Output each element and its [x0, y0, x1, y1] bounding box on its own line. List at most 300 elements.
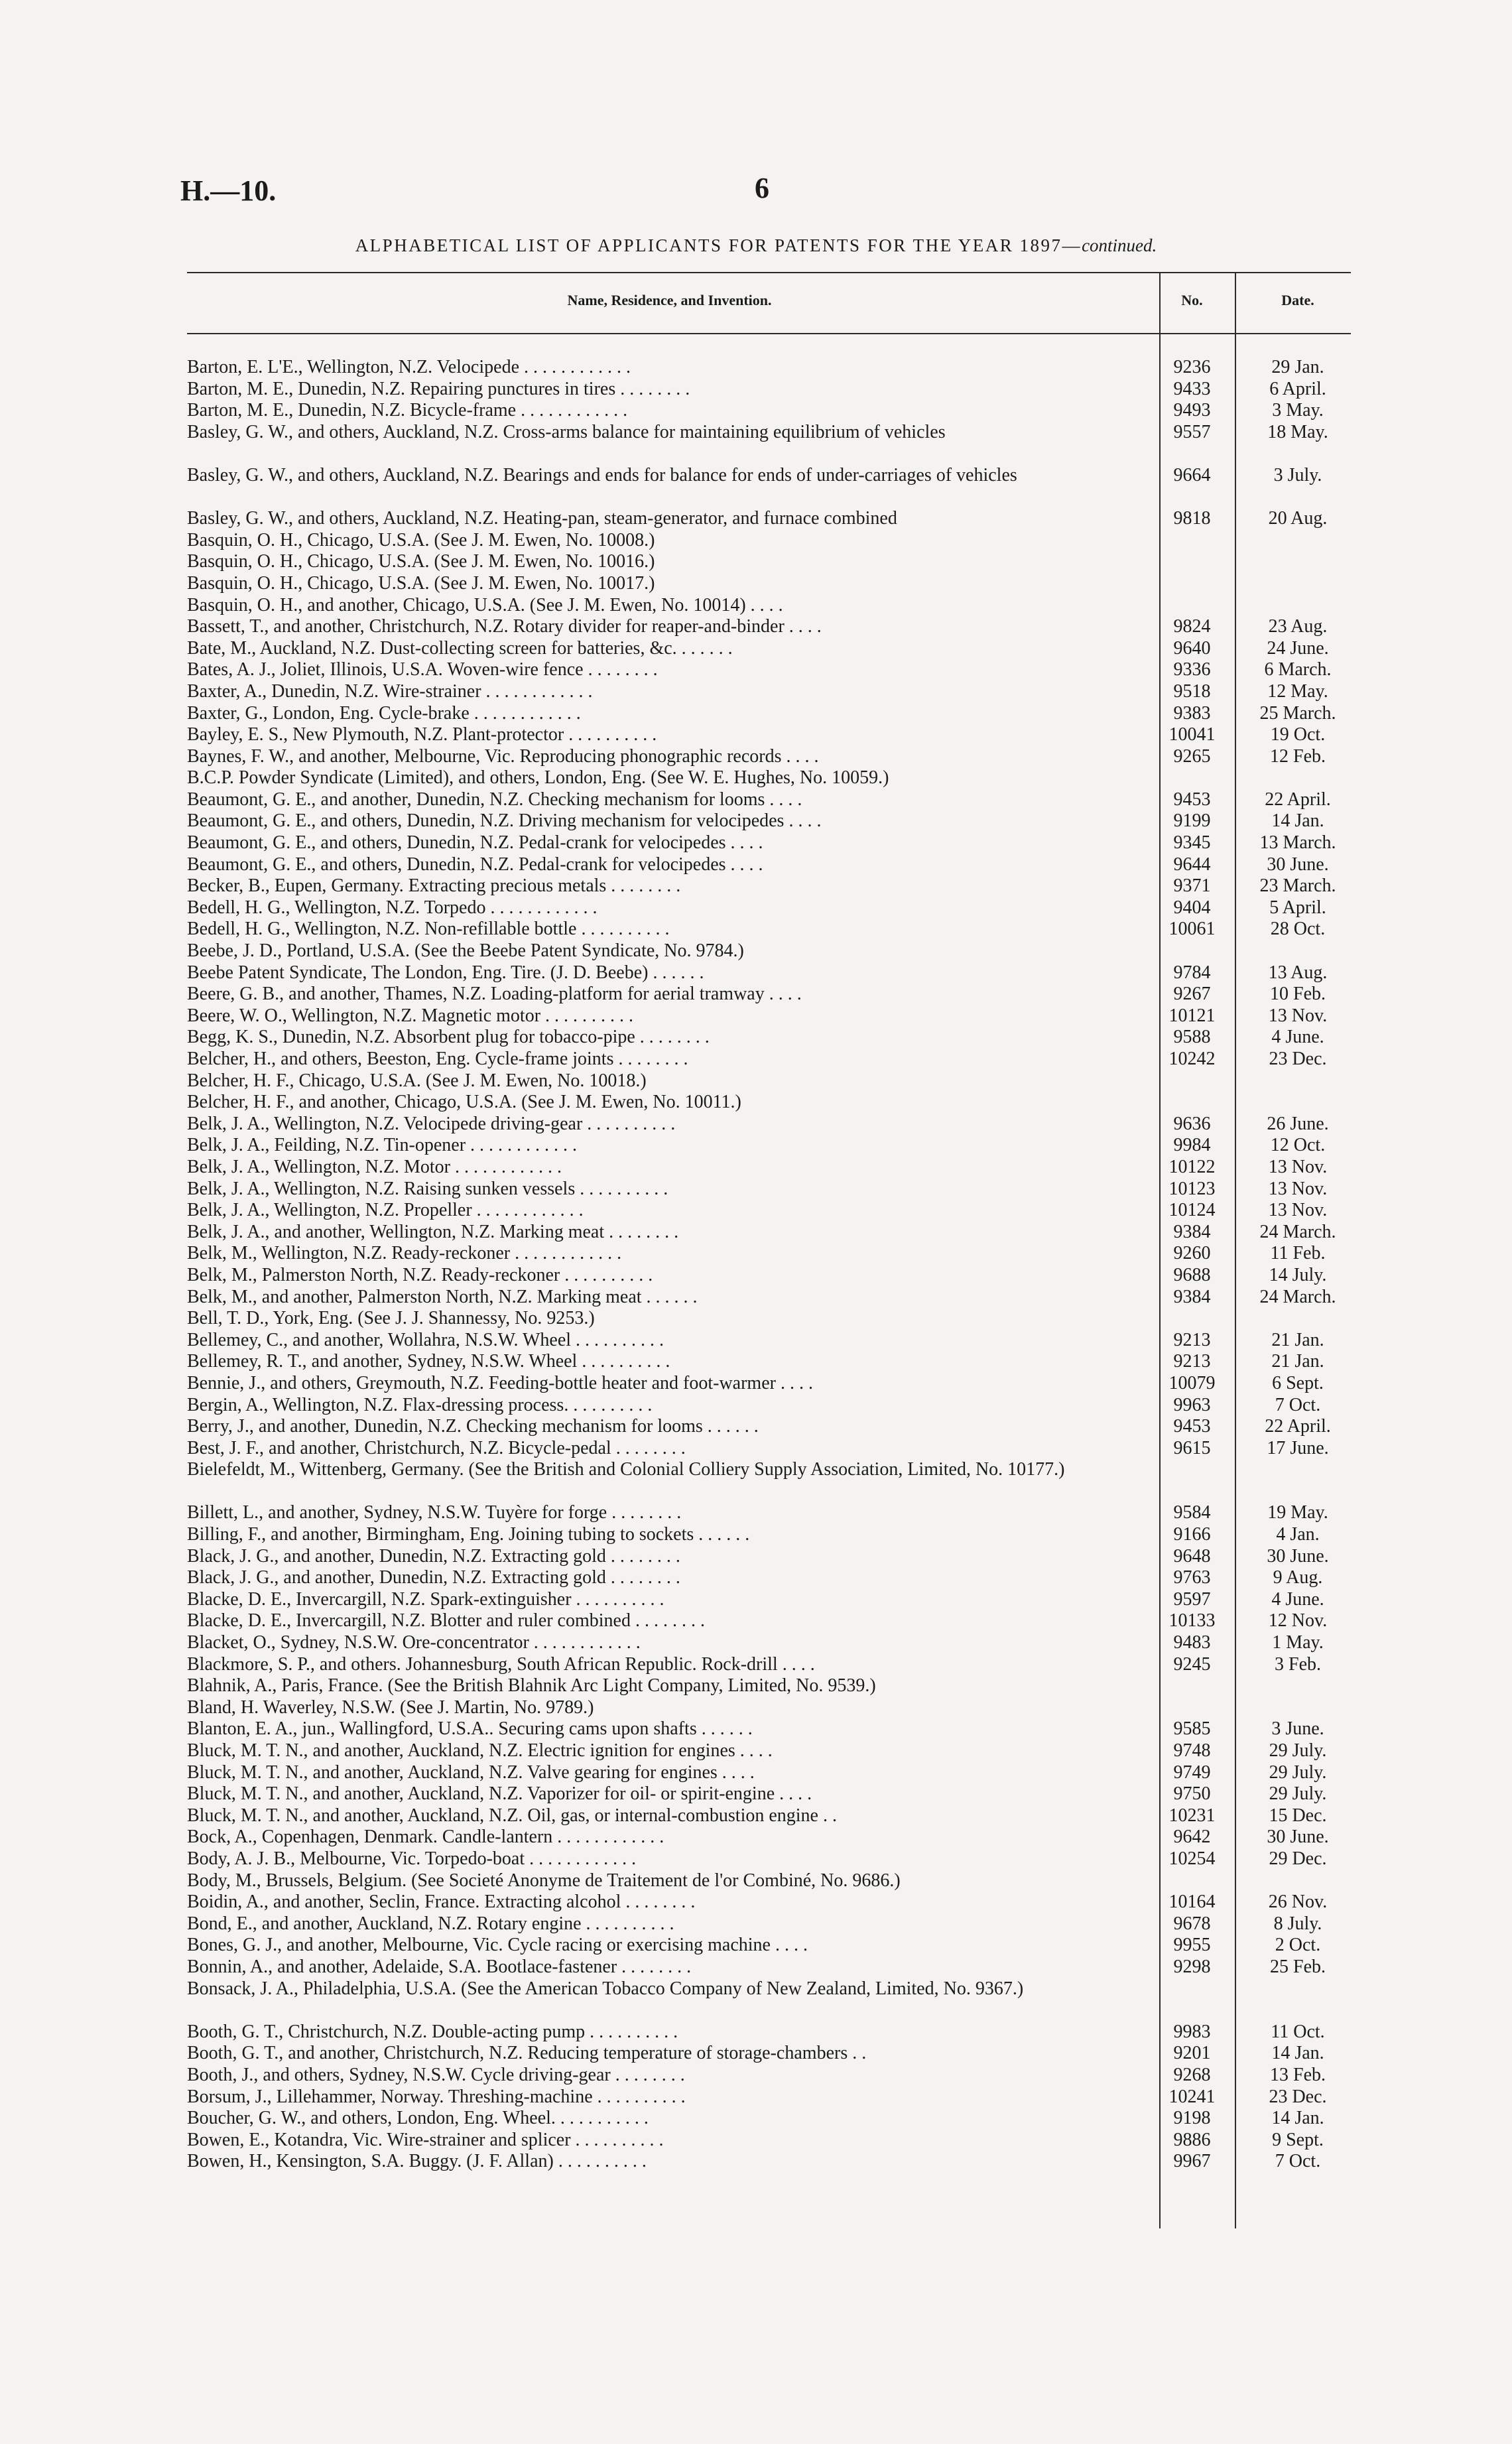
list-item	[187, 1718, 1354, 1740]
list-item	[187, 724, 1354, 746]
entry-date: 30 June.	[1267, 1545, 1329, 1567]
entry-text: Beaumont, G. E., and another, Dunedin, N.Z. Checking mechanism for looms . . . .	[187, 789, 802, 810]
list-item	[187, 616, 1354, 638]
entry-date: 1 May.	[1272, 1632, 1324, 1653]
entry-text: Bayley, E. S., New Plymouth, N.Z. Plant-protector . . . . . . . . . .	[187, 724, 657, 745]
entry-date: 30 June.	[1267, 1827, 1329, 1848]
entry-date: 24 March.	[1259, 1286, 1336, 1307]
list-item	[187, 573, 1354, 595]
entry-number: 9984	[1173, 1135, 1211, 1156]
list-item	[187, 1243, 1354, 1265]
entry-date: 10 Feb.	[1270, 984, 1326, 1005]
entry-date: 12 May.	[1267, 680, 1328, 702]
entry-date: 11 Feb.	[1270, 1243, 1326, 1264]
title-continued: continued.	[1082, 235, 1157, 255]
list-item	[187, 1978, 1354, 2022]
entry-date: 6 March.	[1264, 659, 1332, 680]
entry-text: Belk, J. A., and another, Wellington, N.Z. Marking meat . . . . . . . .	[187, 1221, 679, 1242]
entry-number: 9597	[1173, 1588, 1211, 1610]
entry-number: 9749	[1173, 1762, 1211, 1783]
entry-number: 9245	[1173, 1653, 1211, 1675]
entry-text: Blackmore, S. P., and others. Johannesburg, South African Republic. Rock-drill . . . .	[187, 1653, 815, 1675]
entry-date: 30 June.	[1267, 854, 1329, 875]
entry-text: Bland, H. Waverley, N.S.W. (See J. Martin, No. 9789.)	[187, 1697, 594, 1718]
list-item	[187, 1330, 1354, 1352]
entry-date: 29 Dec.	[1269, 1848, 1327, 1869]
entry-number: 9648	[1173, 1545, 1211, 1567]
entry-date: 29 Jan.	[1271, 357, 1324, 377]
list-item	[187, 1827, 1354, 1848]
entry-text: Bowen, H., Kensington, S.A. Buggy. (J. F. Allan) . . . . . . . . . .	[187, 2151, 647, 2172]
list-item	[187, 1287, 1354, 1309]
entry-number: 9678	[1173, 1913, 1211, 1934]
entry-text: Bell, T. D., York, Eng. (See J. J. Shannessy, No. 9253.)	[187, 1308, 595, 1329]
entry-number: 9886	[1173, 2129, 1211, 2150]
list-item	[187, 1913, 1354, 1935]
list-item	[187, 1892, 1354, 1913]
list-item	[187, 530, 1354, 552]
list-item	[187, 1373, 1354, 1395]
entry-date: 21 Jan.	[1271, 1351, 1324, 1372]
entry-date: 22 April.	[1265, 789, 1331, 810]
column-header-number: No.	[1181, 292, 1203, 308]
entry-number: 9483	[1173, 1632, 1211, 1653]
entry-date: 3 May.	[1272, 400, 1324, 421]
entry-number: 10122	[1168, 1156, 1216, 1177]
entry-date: 23 Dec.	[1269, 2086, 1327, 2107]
list-item	[187, 832, 1354, 854]
list-item	[187, 1005, 1354, 1027]
entry-date: 4 Jan.	[1276, 1524, 1320, 1545]
entry-date: 25 March.	[1259, 702, 1336, 724]
entry-number: 9371	[1173, 875, 1211, 897]
entry-text: Belk, M., Wellington, N.Z. Ready-reckoner . . . . . . . . . . . .	[187, 1243, 622, 1264]
entry-date: 8 July.	[1273, 1913, 1322, 1934]
list-item	[187, 1610, 1354, 1632]
entry-text: Bedell, H. G., Wellington, N.Z. Non-refillable bottle . . . . . . . . . .	[187, 919, 670, 940]
entry-date: 17 June.	[1267, 1437, 1329, 1458]
entry-date: 29 July.	[1269, 1762, 1327, 1783]
entry-text: Black, J. G., and another, Dunedin, N.Z. Extracting gold . . . . . . . .	[187, 1567, 680, 1588]
entry-text: Berry, J., and another, Dunedin, N.Z. Checking mechanism for looms . . . . . .	[187, 1416, 759, 1437]
list-item	[187, 1632, 1354, 1654]
entry-date: 13 Nov.	[1268, 1005, 1328, 1026]
entry-text: Blacke, D. E., Invercargill, N.Z. Spark-extinguisher . . . . . . . . . .	[187, 1588, 664, 1610]
entry-text: Basley, G. W., and others, Auckland, N.Z. Bearings and ends for balance for ends of under-carriages of vehicles	[187, 464, 1017, 485]
entry-text: Boidin, A., and another, Seclin, France. Extracting alcohol . . . . . . . .	[187, 1892, 696, 1913]
entry-date: 25 Feb.	[1270, 1956, 1326, 1977]
entry-date: 4 June.	[1271, 1027, 1324, 1048]
list-item	[187, 984, 1354, 1005]
entry-text: Beebe, J. D., Portland, U.S.A. (See the Beebe Patent Syndicate, No. 9784.)	[187, 940, 744, 962]
entry-text: Billing, F., and another, Birmingham, Eng. Joining tubing to sockets . . . . . .	[187, 1524, 750, 1545]
entry-date: 20 Aug.	[1268, 508, 1328, 529]
entry-number: 10124	[1168, 1200, 1216, 1221]
entry-date: 9 Aug.	[1273, 1567, 1323, 1588]
entry-number: 9166	[1173, 1524, 1211, 1545]
entry-text: Blacke, D. E., Invercargill, N.Z. Blotter and ruler combined . . . . . . . .	[187, 1610, 705, 1632]
page-reference: H.—10.	[180, 174, 277, 207]
list-item	[187, 2022, 1354, 2043]
entry-date: 2 Oct.	[1275, 1935, 1321, 1956]
list-item	[187, 659, 1354, 681]
entry-date: 28 Oct.	[1270, 919, 1326, 940]
entry-number: 9784	[1173, 962, 1211, 983]
entry-number: 9213	[1173, 1351, 1211, 1372]
entry-text: Blanton, E. A., jun., Wallingford, U.S.A.. Securing cams upon shafts . . . . . .	[187, 1718, 753, 1740]
entry-date: 9 Sept.	[1272, 2129, 1324, 2150]
list-item	[187, 1459, 1354, 1502]
entry-number: 10164	[1168, 1892, 1216, 1913]
entry-date: 12 Feb.	[1270, 745, 1326, 767]
entry-number: 9493	[1173, 400, 1211, 421]
entry-number: 9824	[1173, 616, 1211, 637]
entry-text: Beere, W. O., Wellington, N.Z. Magnetic motor . . . . . . . . . .	[187, 1005, 634, 1026]
list-item	[187, 1783, 1354, 1805]
entry-number: 10123	[1168, 1178, 1216, 1199]
entry-text: Black, J. G., and another, Dunedin, N.Z. Extracting gold . . . . . . . .	[187, 1545, 680, 1567]
list-item	[187, 789, 1354, 811]
entry-text: Bluck, M. T. N., and another, Auckland, N.Z. Electric ignition for engines . . . .	[187, 1740, 773, 1761]
entry-text: Best, J. F., and another, Christchurch, N.Z. Bicycle-pedal . . . . . . . .	[187, 1437, 686, 1458]
list-item	[187, 1222, 1354, 1244]
entry-number: 10241	[1168, 2086, 1216, 2107]
entry-number: 10079	[1168, 1372, 1216, 1393]
entry-text: Basquin, O. H., Chicago, U.S.A. (See J. M. Ewen, No. 10017.)	[187, 572, 655, 594]
entry-text: Blahnik, A., Paris, France. (See the British Blahnik Arc Light Company, Limited, No. 9539.)	[187, 1675, 876, 1697]
list-item	[187, 2065, 1354, 2087]
entry-number: 10231	[1168, 1805, 1216, 1826]
list-item	[187, 1546, 1354, 1568]
list-item	[187, 1027, 1354, 1049]
entry-text: Beaumont, G. E., and others, Dunedin, N.Z. Pedal-crank for velocipedes . . . .	[187, 854, 763, 875]
entry-date: 12 Nov.	[1268, 1610, 1328, 1632]
list-item	[187, 810, 1354, 832]
entry-number: 9642	[1173, 1827, 1211, 1848]
list-item	[187, 422, 1354, 465]
entry-number: 9750	[1173, 1783, 1211, 1805]
list-item	[187, 2087, 1354, 2108]
entry-text: Bluck, M. T. N., and another, Auckland, N.Z. Oil, gas, or internal-combustion engine . .	[187, 1805, 837, 1826]
entry-text: Bones, G. J., and another, Melbourne, Vic. Cycle racing or exercising machine . . . .	[187, 1935, 808, 1956]
entry-number: 9384	[1173, 1221, 1211, 1242]
entry-number: 9268	[1173, 2064, 1211, 2085]
entry-number: 9748	[1173, 1740, 1211, 1761]
entry-date: 7 Oct.	[1275, 2151, 1321, 2172]
list-item	[187, 1762, 1354, 1784]
entry-date: 15 Dec.	[1269, 1805, 1327, 1826]
entry-number: 9345	[1173, 832, 1211, 854]
list-item	[187, 919, 1354, 940]
entry-date: 14 Jan.	[1271, 2108, 1324, 2129]
entry-number: 9584	[1173, 1502, 1211, 1523]
entry-number: 9983	[1173, 2021, 1211, 2042]
list-item	[187, 1848, 1354, 1870]
entry-date: 5 April.	[1269, 897, 1326, 918]
entry-number: 9818	[1173, 508, 1211, 529]
list-item	[187, 681, 1354, 703]
entry-number: 10061	[1168, 919, 1216, 940]
entry-text: Baxter, A., Dunedin, N.Z. Wire-strainer . . . . . . . . . . . .	[187, 680, 593, 702]
entry-text: Bellemey, C., and another, Wollahra, N.S.W. Wheel . . . . . . . . . .	[187, 1329, 664, 1350]
entry-number: 9260	[1173, 1243, 1211, 1264]
entry-text: Basquin, O. H., and another, Chicago, U.S.A. (See J. M. Ewen, No. 10014) . . . .	[187, 594, 783, 615]
top-rule	[187, 272, 1351, 273]
patent-list	[187, 357, 1354, 2173]
list-item	[187, 1935, 1354, 1957]
list-item	[187, 962, 1354, 984]
entry-text: Belcher, H., and others, Beeston, Eng. Cycle-frame joints . . . . . . . .	[187, 1049, 688, 1069]
entry-date: 22 April.	[1265, 1416, 1331, 1437]
entry-date: 26 June.	[1267, 1113, 1329, 1134]
list-item	[187, 1092, 1354, 1114]
entry-number: 9967	[1173, 2151, 1211, 2172]
entry-text: Bates, A. J., Joliet, Illinois, U.S.A. Woven-wire fence . . . . . . . .	[187, 659, 658, 680]
entry-text: Borsum, J., Lillehammer, Norway. Threshing-machine . . . . . . . . . .	[187, 2086, 686, 2107]
entry-text: Belk, J. A., Wellington, N.Z. Propeller . . . . . . . . . . . .	[187, 1200, 584, 1221]
list-item	[187, 854, 1354, 876]
entry-text: Bassett, T., and another, Christchurch, N.Z. Rotary divider for reaper-and-binder . . . .	[187, 616, 822, 637]
list-item	[187, 379, 1354, 401]
entry-text: Baynes, F. W., and another, Melbourne, Vic. Reproducing phonographic records . . . .	[187, 745, 819, 767]
list-item	[187, 1070, 1354, 1092]
list-item	[187, 703, 1354, 725]
entry-number: 9201	[1173, 2043, 1211, 2064]
entry-text: Bergin, A., Wellington, N.Z. Flax-dressing process. . . . . . . . . .	[187, 1394, 653, 1415]
entry-date: 23 March.	[1259, 875, 1336, 897]
list-item	[187, 1675, 1354, 1697]
entry-date: 29 July.	[1269, 1783, 1327, 1805]
entry-date: 13 Nov.	[1268, 1156, 1328, 1177]
entry-date: 19 May.	[1267, 1502, 1328, 1523]
entry-text: Body, M., Brussels, Belgium. (See Societé Anonyme de Traitement de l'or Combiné, No. 9686.)	[187, 1870, 901, 1891]
entry-text: Basquin, O. H., Chicago, U.S.A. (See J. M. Ewen, No. 10008.)	[187, 529, 655, 550]
entry-date: 13 Feb.	[1270, 2064, 1326, 2085]
entry-date: 14 Jan.	[1271, 2043, 1324, 2064]
entry-number: 9557	[1173, 421, 1211, 442]
entry-number: 10242	[1168, 1049, 1216, 1069]
entry-text: Bielefeldt, M., Wittenberg, Germany. (See the British and Colonial Colliery Supply Association, Limited, No. 10177.)	[187, 1459, 1065, 1480]
list-item	[187, 2130, 1354, 2152]
entry-text: Bock, A., Copenhagen, Denmark. Candle-lantern . . . . . . . . . . . .	[187, 1827, 664, 1848]
entry-number: 10041	[1168, 724, 1216, 745]
entry-number: 9688	[1173, 1264, 1211, 1285]
entry-text: Basquin, O. H., Chicago, U.S.A. (See J. M. Ewen, No. 10016.)	[187, 551, 655, 572]
entry-number: 9640	[1173, 637, 1211, 659]
entry-date: 24 June.	[1267, 637, 1329, 659]
list-item	[187, 1157, 1354, 1179]
entry-number: 9267	[1173, 984, 1211, 1005]
list-item	[187, 1351, 1354, 1373]
list-item	[187, 1740, 1354, 1762]
entry-number: 9636	[1173, 1113, 1211, 1134]
entry-number: 9453	[1173, 1416, 1211, 1437]
list-item	[187, 1308, 1354, 1330]
entry-number: 9664	[1173, 464, 1211, 485]
list-item	[187, 1179, 1354, 1200]
entry-text: Beebe Patent Syndicate, The London, Eng. Tire. (J. D. Beebe) . . . . . .	[187, 962, 704, 983]
entry-date: 14 July.	[1269, 1264, 1327, 1285]
page-number: 6	[755, 172, 769, 204]
entry-date: 13 Nov.	[1268, 1178, 1328, 1199]
list-item	[187, 1416, 1354, 1438]
entry-number: 9336	[1173, 659, 1211, 680]
entry-text: B.C.P. Powder Syndicate (Limited), and others, London, Eng. (See W. E. Hughes, No. 10059.)	[187, 767, 889, 789]
entry-text: Belcher, H. F., Chicago, U.S.A. (See J. M. Ewen, No. 10018.)	[187, 1070, 647, 1091]
column-header-date: Date.	[1281, 292, 1314, 308]
list-item	[187, 1395, 1354, 1417]
entry-number: 9763	[1173, 1567, 1211, 1588]
entry-number: 9644	[1173, 854, 1211, 875]
entry-date: 21 Jan.	[1271, 1329, 1324, 1350]
entry-number: 9198	[1173, 2108, 1211, 2129]
entry-text: Boucher, G. W., and others, London, Eng. Wheel. . . . . . . . . . .	[187, 2108, 649, 2129]
list-item	[187, 940, 1354, 962]
entry-date: 18 May.	[1267, 421, 1328, 442]
list-item	[187, 638, 1354, 660]
entry-text: Booth, J., and others, Sydney, N.S.W. Cycle driving-gear . . . . . . . .	[187, 2064, 685, 2085]
entry-text: Basley, G. W., and others, Auckland, N.Z. Heating-pan, steam-generator, and furnace combined	[187, 508, 897, 529]
list-item	[187, 400, 1354, 422]
entry-number: 9298	[1173, 1956, 1211, 1977]
list-item	[187, 1870, 1354, 1892]
list-item	[187, 595, 1354, 617]
entry-number: 9955	[1173, 1935, 1211, 1956]
entry-date: 3 Feb.	[1275, 1653, 1321, 1675]
entry-date: 12 Oct.	[1270, 1135, 1326, 1156]
entry-number: 10133	[1168, 1610, 1216, 1632]
entry-text: Bedell, H. G., Wellington, N.Z. Torpedo . . . . . . . . . . . .	[187, 897, 598, 918]
title-text: ALPHABETICAL LIST OF APPLICANTS FOR PATENTS FOR THE YEAR 1897—	[355, 235, 1082, 255]
entry-date: 4 June.	[1271, 1588, 1324, 1610]
page-title	[199, 235, 1313, 256]
list-item	[187, 1567, 1354, 1589]
entry-number: 9518	[1173, 680, 1211, 702]
entry-date: 6 Sept.	[1272, 1372, 1324, 1393]
entry-text: Bellemey, R. T., and another, Sydney, N.S.W. Wheel . . . . . . . . . .	[187, 1351, 670, 1372]
list-item	[187, 1697, 1354, 1719]
entry-date: 3 July.	[1273, 464, 1322, 485]
entry-number: 9213	[1173, 1329, 1211, 1350]
entry-text: Booth, G. T., Christchurch, N.Z. Double-acting pump . . . . . . . . . .	[187, 2021, 678, 2042]
entry-number: 9383	[1173, 702, 1211, 724]
entry-number: 9199	[1173, 810, 1211, 832]
list-item	[187, 508, 1354, 530]
entry-number: 9963	[1173, 1394, 1211, 1415]
entry-number: 9588	[1173, 1027, 1211, 1048]
entry-date: 23 Dec.	[1269, 1049, 1327, 1069]
list-item	[187, 2151, 1354, 2173]
entry-date: 23 Aug.	[1268, 616, 1328, 637]
entry-text: Belk, J. A., Wellington, N.Z. Velocipede driving-gear . . . . . . . . . .	[187, 1113, 676, 1134]
entry-text: Blacket, O., Sydney, N.S.W. Ore-concentrator . . . . . . . . . . . .	[187, 1632, 641, 1653]
entry-text: Billett, L., and another, Sydney, N.S.W. Tuyère for forge . . . . . . . .	[187, 1502, 682, 1523]
entry-text: Beaumont, G. E., and others, Dunedin, N.Z. Driving mechanism for velocipedes . . . .	[187, 810, 822, 832]
entry-number: 9236	[1173, 357, 1211, 377]
entry-text: Begg, K. S., Dunedin, N.Z. Absorbent plug for tobacco-pipe . . . . . . . .	[187, 1027, 710, 1048]
entry-text: Belk, J. A., Wellington, N.Z. Raising sunken vessels . . . . . . . . . .	[187, 1178, 668, 1199]
entry-date: 24 March.	[1259, 1221, 1336, 1242]
entry-date: 14 Jan.	[1271, 810, 1324, 832]
entry-date: 19 Oct.	[1270, 724, 1326, 745]
list-item	[187, 1805, 1354, 1827]
entry-date: 13 Nov.	[1268, 1200, 1328, 1221]
list-item	[187, 1438, 1354, 1460]
entry-text: Bond, E., and another, Auckland, N.Z. Rotary engine . . . . . . . . . .	[187, 1913, 674, 1934]
list-item	[187, 2108, 1354, 2130]
list-item	[187, 1114, 1354, 1135]
entry-date: 13 Aug.	[1268, 962, 1328, 983]
column-header-name: Name, Residence, and Invention.	[567, 292, 772, 308]
entry-text: Becker, B., Eupen, Germany. Extracting precious metals . . . . . . . .	[187, 875, 681, 897]
entry-date: 29 July.	[1269, 1740, 1327, 1761]
entry-number: 9265	[1173, 745, 1211, 767]
entry-number: 9615	[1173, 1437, 1211, 1458]
list-item	[187, 1200, 1354, 1222]
list-item	[187, 746, 1354, 768]
entry-text: Bowen, E., Kotandra, Vic. Wire-strainer and splicer . . . . . . . . . .	[187, 2129, 664, 2150]
entry-number: 10254	[1168, 1848, 1216, 1869]
entry-text: Belk, M., Palmerston North, N.Z. Ready-reckoner . . . . . . . . . .	[187, 1264, 653, 1285]
entry-text: Beere, G. B., and another, Thames, N.Z. Loading-platform for aerial tramway . . . .	[187, 984, 802, 1005]
entry-text: Body, A. J. B., Melbourne, Vic. Torpedo-boat . . . . . . . . . . . .	[187, 1848, 637, 1869]
entry-number: 9433	[1173, 378, 1211, 399]
header-rule	[187, 333, 1351, 334]
entry-date: 13 March.	[1259, 832, 1336, 854]
entry-date: 6 April.	[1269, 378, 1326, 399]
entry-number: 9384	[1173, 1286, 1211, 1307]
entry-text: Bennie, J., and others, Greymouth, N.Z. Feeding-bottle heater and foot-warmer . . . .	[187, 1372, 813, 1393]
entry-text: Bonnin, A., and another, Adelaide, S.A. Bootlace-fastener . . . . . . . .	[187, 1956, 692, 1977]
entry-text: Bluck, M. T. N., and another, Auckland, N.Z. Valve gearing for engines . . . .	[187, 1762, 755, 1783]
list-item	[187, 1135, 1354, 1157]
entry-text: Barton, M. E., Dunedin, N.Z. Repairing punctures in tires . . . . . . . .	[187, 378, 690, 399]
entry-text: Barton, M. E., Dunedin, N.Z. Bicycle-frame . . . . . . . . . . . .	[187, 400, 628, 421]
entry-text: Barton, E. L'E., Wellington, N.Z. Velocipede . . . . . . . . . . . .	[187, 357, 631, 377]
list-item	[187, 2043, 1354, 2065]
list-item	[187, 1265, 1354, 1287]
entry-text: Belk, J. A., Feilding, N.Z. Tin-opener . . . . . . . . . . . .	[187, 1135, 578, 1156]
list-item	[187, 357, 1354, 379]
list-item	[187, 1957, 1354, 1978]
list-item	[187, 767, 1354, 789]
entry-text: Belk, M., and another, Palmerston North, N.Z. Marking meat . . . . . .	[187, 1286, 698, 1307]
entry-date: 26 Nov.	[1268, 1892, 1328, 1913]
entry-text: Belcher, H. F., and another, Chicago, U.S.A. (See J. M. Ewen, No. 10011.)	[187, 1092, 741, 1113]
list-item	[187, 1524, 1354, 1546]
list-item	[187, 1589, 1354, 1611]
entry-text: Bate, M., Auckland, N.Z. Dust-collecting screen for batteries, &c. . . . . . .	[187, 637, 733, 659]
entry-date: 7 Oct.	[1275, 1394, 1321, 1415]
entry-number: 10121	[1168, 1005, 1216, 1026]
list-item	[187, 465, 1354, 508]
list-item	[187, 1049, 1354, 1070]
entry-text: Baxter, G., London, Eng. Cycle-brake . . . . . . . . . . . .	[187, 702, 581, 724]
entry-date: 11 Oct.	[1271, 2021, 1325, 2042]
entry-number: 9453	[1173, 789, 1211, 810]
entry-text: Bonsack, J. A., Philadelphia, U.S.A. (See the American Tobacco Company of New Zealand, Limited, No. 9367.)	[187, 1978, 1024, 1999]
list-item	[187, 551, 1354, 573]
list-item	[187, 1502, 1354, 1524]
list-item	[187, 1654, 1354, 1676]
entry-text: Basley, G. W., and others, Auckland, N.Z. Cross-arms balance for maintaining equilibrium of vehicles	[187, 421, 946, 442]
entry-text: Bluck, M. T. N., and another, Auckland, N.Z. Vaporizer for oil- or spirit-engine . . . .	[187, 1783, 812, 1805]
list-item	[187, 897, 1354, 919]
entry-text: Booth, G. T., and another, Christchurch, N.Z. Reducing temperature of storage-chambers . .	[187, 2043, 867, 2064]
list-item	[187, 875, 1354, 897]
entry-date: 3 June.	[1271, 1718, 1324, 1740]
entry-number: 9404	[1173, 897, 1211, 918]
